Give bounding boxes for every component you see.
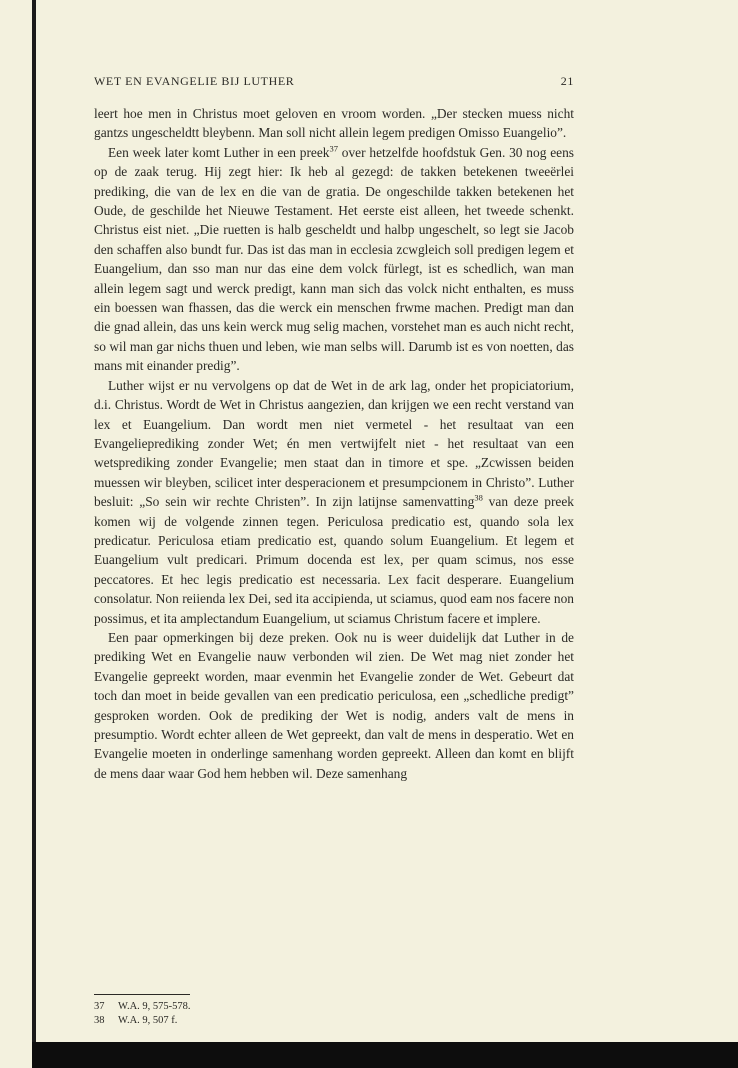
- footnotes: [94, 1000, 574, 1028]
- paragraph-3-text-b: van deze preek komen wij de volgende zinnen tegen. Periculosa predicatio est, quando sola lex predicatur. Periculosa etiam predicatio est, quando solum Euangelium. Et legem et Euangelium vult predicari. Primum docenda est lex, per quam scimus, nos esse peccatores. Et hec legis predicatio est necessaria. Lex facit desperare. Euangelium consolatur. Non reiienda lex Dei, sed ita accipienda, ut sciamus, quod eam nos facere non possimus, et ita amplectandum Euangelium, ut sciamus Christum facere et implere.: [94, 494, 574, 626]
- page-spine-shadow: [32, 0, 36, 1042]
- footnote-divider: [94, 994, 190, 995]
- footnote-text: W.A. 9, 575-578.: [118, 1001, 191, 1012]
- paragraph-3-text-a: Luther wijst er nu vervolgens op dat de Wet in de ark lag, onder het propiciatorium, d.i. Christus. Wordt de Wet in Christus aangezien, dan krijgen we een recht verstand van lex et Euangelium. Dan wordt men niet vermetel - het resultaat van een Evangelieprediking zonder Wet; én men vertwijfelt niet - het resultaat van een wetsprediking zonder Evangelie; men staat dan in timore et spe. „Zcwissen beiden muessen wir bleyben, scilicet inter desperacionem et presumpcionem in Christo”. Luther besluit: „So sein wir rechte Christen”. In zijn latijnse samenvatting: [94, 377, 574, 510]
- footnote-37: [94, 1000, 574, 1014]
- footnote-number: 37: [94, 1001, 105, 1012]
- footnote-ref-38[interactable]: 38: [474, 492, 483, 503]
- running-title: WET EN EVANGELIE BIJ LUTHER: [94, 74, 295, 88]
- page-number: 21: [560, 74, 574, 88]
- page-bottom-edge: [32, 1042, 738, 1068]
- running-header: [94, 74, 574, 89]
- paragraph-2-text-a: Een week later komt Luther in een preek: [108, 144, 330, 160]
- footnote-ref-37[interactable]: 37: [329, 143, 338, 154]
- footnote-text: W.A. 9, 507 f.: [118, 1015, 178, 1026]
- paragraph-2: [94, 143, 574, 376]
- paragraph-2-text-b: over hetzelfde hoofdstuk Gen. 30 nog eens op de zaak terug. Hij zegt hier: Ik heb al gezegd: de takken betekenen tweeërlei prediking, die van de lex en die van de gratia. De ongeschilde takken betekenen het Oude, de geschilde het Nieuwe Testament. Het eerste eist alleen, het tweede schenkt. Christus eist niet. „Die ruetten is halb gescheldt und halbp ungeschelt, so legt sie Jacob den schaffen also bundt fur. Das ist das man in ecclesia zcwgleich soll predigen legem et Euangelium, dan sso man nur das eine dem volck fürlegt, ist es schedlich, wan man allein legem sagt und werck predigt, kann man sich das volck nicht enthalten, es muss ein boessen wan fhassen, das die werck ein menschen frwme machen. Predigt man dan die gnad allein, das uns kein werck mug selig machen, vorstehet man es auch nicht recht, so wil man gar nichs thuen und leben, wie man selbs will. Darumb ist es von noetten, das mans mit einander predig”.: [94, 144, 574, 374]
- paragraph-1: leert hoe men in Christus moet geloven en vroom worden. „Der stecken muess nicht gantzs ungescheldtt bleybenn. Man soll nicht allein legem predigen Omisso Euangelio”.: [94, 106, 574, 141]
- footnote-38: [94, 1014, 574, 1028]
- paragraph-4: Een paar opmerkingen bij deze preken. Ook nu is weer duidelijk dat Luther in de prediking Wet en Evangelie nauw verbonden wil zien. De Wet mag niet zonder het Evangelie gepreekt worden, maar evenmin het Evangelie zonder de Wet. Gebeurt dat toch dan moet in beide gevallen van een predicatio periculosa, een „schedliche predigt” gesproken worden. Ook de prediking der Wet is nodig, anders valt de mens in presumptio. Wordt echter alleen de Wet gepreekt, dan valt de mens in desperatio. Wet en Evangelie moeten in onderlinge samenhang worden gepreekt. Alleen dan komt en blijft de mens daar waar God hem hebben wil. Deze samenhang: [94, 629, 574, 781]
- footnote-number: 38: [94, 1015, 105, 1026]
- paragraph-3: [94, 376, 574, 628]
- body-text: [94, 104, 574, 783]
